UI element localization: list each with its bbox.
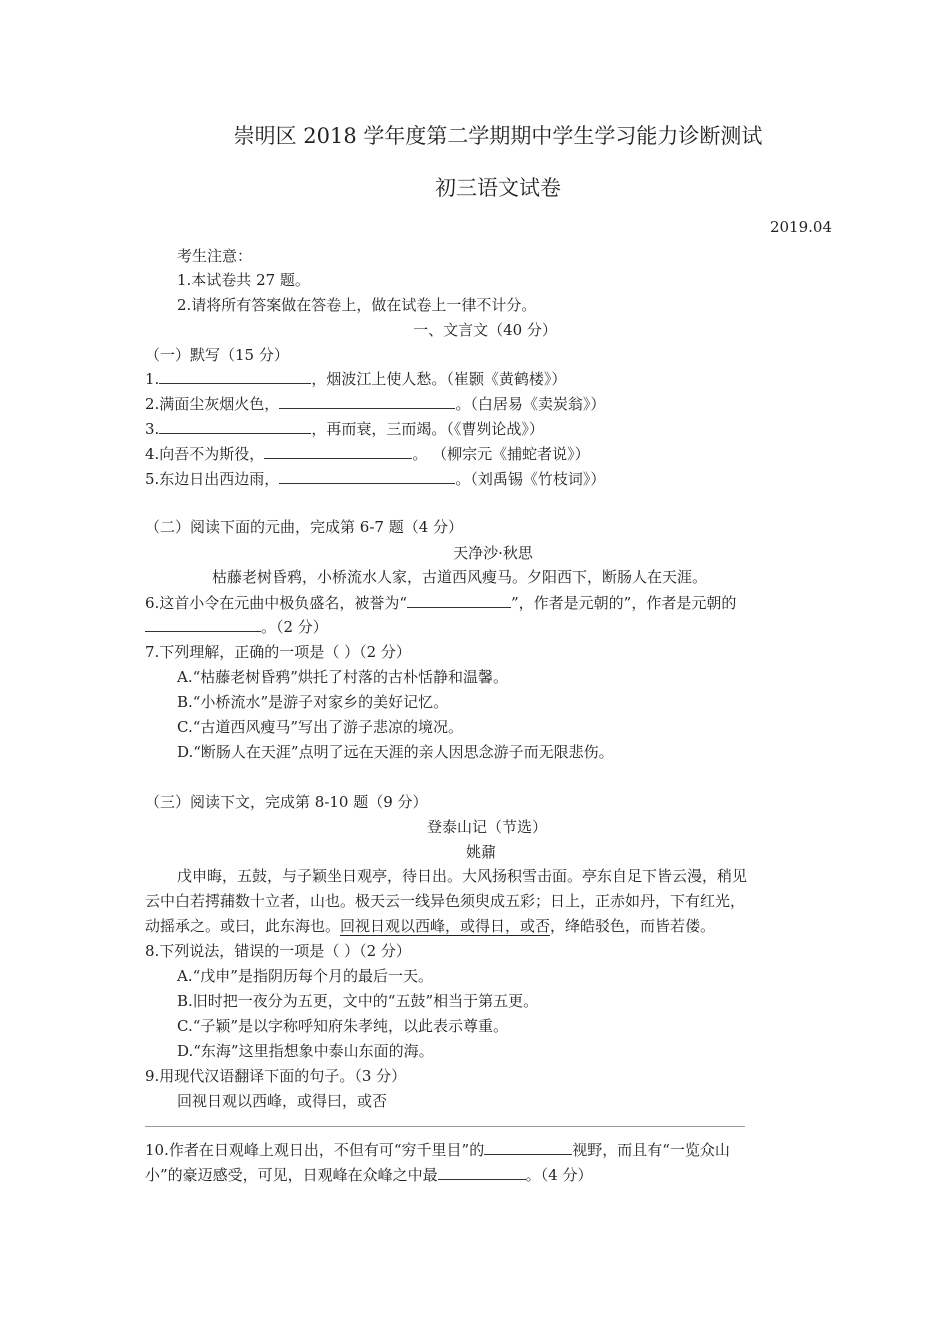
option-b[interactable]: B.旧时把一夜分为五更，文中的“五鼓”相当于第五更。: [177, 992, 539, 1010]
option-a[interactable]: A.“枯藤老树昏鸦”烘托了村落的古朴恬静和温馨。: [177, 668, 508, 686]
exam-subtitle: 初三语文试卷: [435, 176, 561, 200]
question-1: 1. ，烟波江上使人愁。（崔颢《黄鹤楼》）: [145, 370, 567, 388]
notice-heading: 考生注意：: [177, 247, 253, 265]
text-author: 姚鼐: [465, 843, 496, 861]
translate-sentence: 回视日观以西峰，或得曰，或否: [177, 1092, 388, 1110]
option-d[interactable]: D.“断肠人在天涯”点明了远在天涯的亲人因思念游子而无限悲伤。: [177, 743, 614, 761]
exam-title: 崇明区 2018 学年度第二学期期中学生学习能力诊断测试: [233, 124, 763, 148]
question-2: 2.满面尘灰烟火色， 。（白居易《卖炭翁》）: [145, 395, 606, 413]
question-6-cont: 。（2 分）: [145, 617, 328, 637]
answer-blank[interactable]: [438, 1165, 526, 1180]
passage-line-3: 动摇承之。或曰，此东海也。回视日观以西峰，或得日，或否，绛皓驳色，而皆若偻。: [145, 917, 716, 935]
answer-blank[interactable]: [279, 469, 455, 484]
answer-blank[interactable]: [159, 369, 311, 384]
answer-line[interactable]: [145, 1126, 745, 1127]
option-a[interactable]: A.“戊申”是指阴历每个月的最后一天。: [177, 967, 433, 985]
answer-blank[interactable]: [145, 617, 261, 632]
passage-line-2: 云中白若摴蒱数十立者，山也。极天云一线异色须臾成五彩；日上，正赤如丹，下有红光，: [145, 892, 746, 910]
question-10: 10.作者在日观峰上观日出，不但有可“穷千里目”的 视野，而且有“一览众山: [145, 1141, 730, 1159]
text-title: 登泰山记（节选）: [426, 818, 547, 836]
question-3: 3. ，再而衰，三而竭。（《曹刿论战》）: [145, 420, 544, 438]
notice-item-1: 1.本试卷共 27 题。: [177, 271, 310, 289]
answer-blank[interactable]: [279, 394, 455, 409]
part3-heading: （三）阅读下文，完成第 8-10 题（9 分）: [145, 793, 428, 811]
section-heading-classical: 一、文言文（40 分）: [413, 321, 557, 339]
underlined-sentence: 回视日观以西峰，或得日，或否: [340, 917, 551, 935]
question-5: 5.东边日出西边雨， 。（刘禹锡《竹枝词》）: [145, 470, 606, 488]
part2-heading: （二）阅读下面的元曲，完成第 6-7 题（4 分）: [145, 518, 464, 536]
poem-title: 天净沙·秋思: [453, 544, 533, 562]
option-c[interactable]: C.“古道西风瘦马”写出了游子悲凉的境况。: [177, 718, 464, 736]
answer-blank[interactable]: [407, 593, 511, 608]
notice-item-2: 2.请将所有答案做在答卷上，做在试卷上一律不计分。: [177, 296, 537, 314]
question-4: 4.向吾不为斯役， 。 （柳宗元《捕蛇者说》）: [145, 445, 590, 463]
option-b[interactable]: B.“小桥流水”是游子对家乡的美好记忆。: [177, 693, 449, 711]
question-10-cont: 小”的豪迈感受，可见，日观峰在众峰之中最 。（4 分）: [145, 1166, 593, 1184]
question-8: 8.下列说法，错误的一项是（ ）（2 分）: [145, 942, 411, 960]
passage-line-1: 戊申晦，五鼓，与子颖坐日观亭，待日出。大风扬积雪击面。亭东自足下皆云漫，稍见: [177, 867, 748, 885]
option-d[interactable]: D.“东海”这里指想象中泰山东面的海。: [177, 1042, 434, 1060]
option-c[interactable]: C.“子颖”是以字称呼知府朱孝纯，以此表示尊重。: [177, 1017, 509, 1035]
answer-blank[interactable]: [159, 419, 311, 434]
poem-text: 枯藤老树昏鸦，小桥流水人家，古道西风瘦马。夕阳西下，断肠人在天涯。: [212, 568, 708, 586]
exam-date: 2019.04: [769, 218, 832, 236]
part1-heading: （一）默写（15 分）: [145, 346, 289, 364]
answer-blank[interactable]: [264, 444, 412, 459]
question-7: 7.下列理解，正确的一项是（ ）（2 分）: [145, 643, 411, 661]
answer-blank[interactable]: [484, 1140, 572, 1155]
question-9: 9.用现代汉语翻译下面的句子。（3 分）: [145, 1067, 407, 1085]
question-6: 6.这首小令在元曲中极负盛名，被誉为“ ”，作者是元朝的”，作者是元朝的: [145, 594, 737, 612]
